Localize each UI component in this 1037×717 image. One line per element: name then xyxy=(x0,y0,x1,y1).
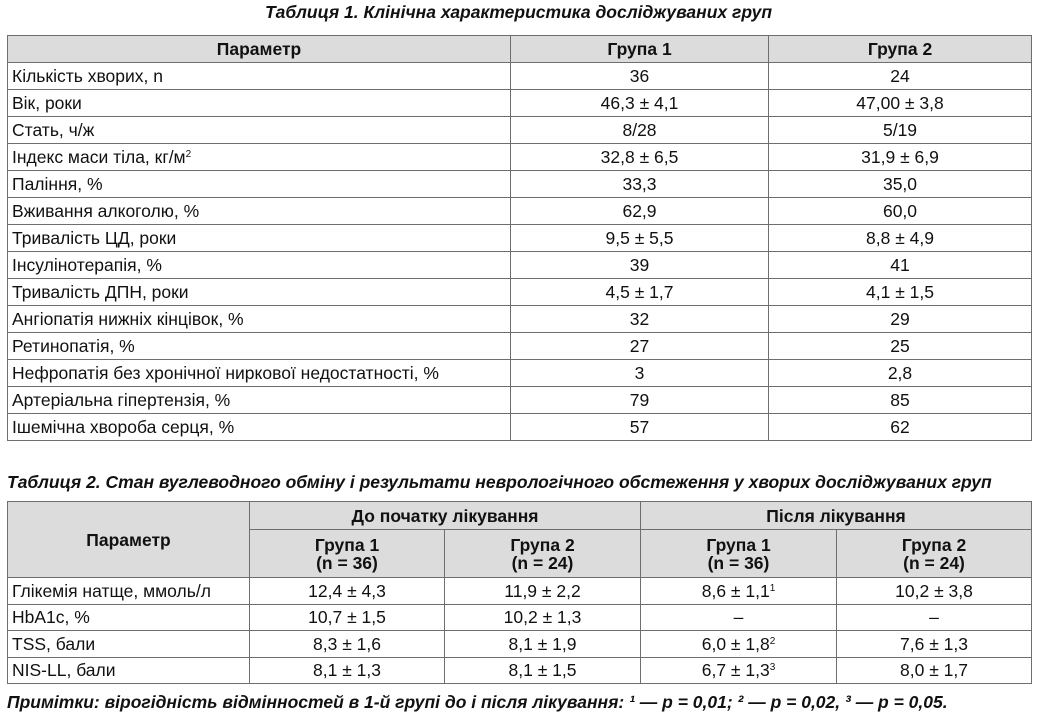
group2-value-cell-text: 62 xyxy=(890,417,910,437)
after-group2-cell xyxy=(837,631,1032,658)
group2-value-cell-text: 24 xyxy=(890,66,910,86)
before-group1-cell-text: 12,4 ± 4,3 xyxy=(308,580,386,601)
group2-value-cell-text: 5/19 xyxy=(882,120,918,140)
table1-header-group1: Група 1 xyxy=(511,36,769,63)
parameter-cell-text: Кількість хворих, n xyxy=(12,66,163,86)
group2-value-cell-text: 31,9 ± 6,9 xyxy=(861,147,939,167)
parameter-cell-text: Паління, % xyxy=(12,174,103,194)
group-label: Група 2 xyxy=(510,534,575,555)
parameter-cell-text: NIS-LL, бали xyxy=(12,660,116,681)
group2-value-cell xyxy=(769,90,1032,117)
parameter-cell-text: Індекс маси тіла, кг/м xyxy=(12,147,186,167)
parameter-cell xyxy=(8,117,511,144)
group2-value-cell xyxy=(769,279,1032,306)
group-label: Група 1 xyxy=(706,534,771,555)
group1-value-cell-text: 39 xyxy=(629,255,650,275)
group2-value-cell-text: 47,00 ± 3,8 xyxy=(856,93,944,113)
group2-value-cell xyxy=(769,360,1032,387)
before-group2-cell xyxy=(445,578,641,605)
after-group1-cell-text: 8,6 ± 1,1 xyxy=(701,580,770,601)
table2-header-parameter: Параметр xyxy=(8,502,250,578)
parameter-cell-text: Ретинопатія, % xyxy=(12,336,135,356)
group2-value-cell xyxy=(769,144,1032,171)
parameter-cell-text: Артеріальна гіпертензія, % xyxy=(12,390,231,410)
after-group2-cell-text: 7,6 ± 1,3 xyxy=(900,633,968,654)
table2-header-before: До початку лікування xyxy=(250,502,641,530)
after-group1-cell xyxy=(641,631,837,658)
table1-header-row xyxy=(8,36,1032,63)
group1-value-cell-text: 33,3 xyxy=(622,174,657,194)
group2-value-cell xyxy=(769,198,1032,225)
group1-value-cell-text: 57 xyxy=(629,417,650,437)
after-group1-cell-text: – xyxy=(733,607,744,628)
table-notes: Примітки: вірогідність відмінностей в 1-й групі до і після лікування: ¹ — p = 0,01; ² — p = 0,02, ³ — p = 0,05. xyxy=(7,692,948,712)
group2-value-cell-text: 4,1 ± 1,5 xyxy=(866,282,934,302)
after-group1-cell xyxy=(641,578,837,605)
parameter-cell-text: Інсулінотерапія, % xyxy=(12,255,162,275)
before-group2-cell-text: 11,9 ± 2,2 xyxy=(504,580,581,601)
table-row xyxy=(8,171,1032,198)
after-group1-cell xyxy=(641,657,837,684)
group1-value-cell-text: 27 xyxy=(629,336,650,356)
parameter-cell-text: Нефропатія без хронічної ниркової недостатності, % xyxy=(12,363,439,383)
group1-value-cell-text: 62,9 xyxy=(622,201,657,221)
group2-value-cell-text: 41 xyxy=(890,255,910,275)
table-row xyxy=(8,279,1032,306)
group-n: (n = 36) xyxy=(316,552,378,573)
before-group2-cell-text: 8,1 ± 1,5 xyxy=(508,660,577,681)
group-n: (n = 36) xyxy=(707,552,770,573)
group2-value-cell-text: 35,0 xyxy=(882,174,918,194)
group1-value-cell-text: 79 xyxy=(629,390,650,410)
parameter-cell-text: Вживання алкоголю, % xyxy=(12,201,200,221)
group2-value-cell xyxy=(769,414,1032,441)
before-group2-cell xyxy=(445,631,641,658)
footnote-marker: 1 xyxy=(769,582,776,594)
parameter-cell xyxy=(8,306,511,333)
group-n: (n = 24) xyxy=(903,552,965,573)
group1-value-cell xyxy=(511,90,769,117)
before-group1-cell xyxy=(250,657,445,684)
table-row xyxy=(8,333,1032,360)
table2-header-after-group2 xyxy=(837,530,1032,578)
before-group1-cell-text: 8,1 ± 1,3 xyxy=(313,660,381,681)
group1-value-cell-text: 32,8 ± 6,5 xyxy=(600,147,679,167)
parameter-cell-text: Ангіопатія нижніх кінцівок, % xyxy=(12,309,244,329)
parameter-cell-text: Тривалість ЦД, роки xyxy=(12,228,177,248)
table-row xyxy=(8,306,1032,333)
group1-value-cell xyxy=(511,279,769,306)
parameter-cell xyxy=(8,279,511,306)
parameter-cell-text: Тривалість ДПН, роки xyxy=(12,282,189,302)
table1-header-group2: Група 2 xyxy=(769,36,1032,63)
parameter-cell xyxy=(8,631,250,658)
group2-value-cell xyxy=(769,333,1032,360)
parameter-cell xyxy=(8,252,511,279)
table-row xyxy=(8,198,1032,225)
parameter-cell xyxy=(8,578,250,605)
parameter-cell xyxy=(8,90,511,117)
parameter-cell-text: Стать, ч/ж xyxy=(12,120,95,140)
table-row xyxy=(8,657,1032,684)
parameter-cell xyxy=(8,144,511,171)
before-group2-cell xyxy=(445,657,641,684)
table-row xyxy=(8,631,1032,658)
after-group1-cell-text: 6,7 ± 1,3 xyxy=(701,660,770,681)
group1-value-cell xyxy=(511,333,769,360)
footnote-marker: 2 xyxy=(769,635,776,647)
parameter-cell-text: Ішемічна хвороба серця, % xyxy=(12,417,235,437)
group1-value-cell xyxy=(511,198,769,225)
before-group1-cell xyxy=(250,578,445,605)
group2-value-cell-text: 25 xyxy=(890,336,910,356)
before-group1-cell-text: 8,3 ± 1,6 xyxy=(313,633,381,654)
group1-value-cell xyxy=(511,171,769,198)
parameter-cell-text: Вік, роки xyxy=(12,93,82,113)
after-group2-cell xyxy=(837,578,1032,605)
after-group1-cell-text: 6,0 ± 1,8 xyxy=(701,633,770,654)
parameter-cell xyxy=(8,360,511,387)
after-group2-cell-text: 10,2 ± 3,8 xyxy=(895,580,973,601)
parameter-cell xyxy=(8,604,250,631)
table-row xyxy=(8,578,1032,605)
group2-value-cell xyxy=(769,117,1032,144)
parameter-cell-text: HbA1c, % xyxy=(12,607,90,628)
group1-value-cell xyxy=(511,117,769,144)
parameter-cell-text: TSS, бали xyxy=(12,633,96,654)
table-row xyxy=(8,90,1032,117)
group1-value-cell xyxy=(511,306,769,333)
footnote-marker: 2 xyxy=(185,149,192,160)
parameter-cell xyxy=(8,333,511,360)
carbohydrate-neurology-table xyxy=(7,501,1032,684)
parameter-cell xyxy=(8,414,511,441)
footnote-marker: 3 xyxy=(769,662,776,674)
group1-value-cell xyxy=(511,225,769,252)
group2-value-cell xyxy=(769,171,1032,198)
table-row xyxy=(8,414,1032,441)
group2-value-cell xyxy=(769,63,1032,90)
table-row xyxy=(8,144,1032,171)
table2-header-after-group1 xyxy=(641,530,837,578)
group-n: (n = 24) xyxy=(511,552,574,573)
table-row xyxy=(8,225,1032,252)
parameter-cell xyxy=(8,387,511,414)
parameter-cell-text: Глікемія натще, ммоль/л xyxy=(12,580,211,601)
group2-value-cell-text: 85 xyxy=(890,390,910,410)
table2-header-after: Після лікування xyxy=(641,502,1032,530)
before-group2-cell-text: 8,1 ± 1,9 xyxy=(508,633,577,654)
parameter-cell xyxy=(8,63,511,90)
parameter-cell xyxy=(8,657,250,684)
before-group1-cell-text: 10,7 ± 1,5 xyxy=(308,607,386,628)
table-row xyxy=(8,63,1032,90)
table1-caption: Таблиця 1. Клінічна характеристика досліджуваних груп xyxy=(264,2,773,22)
group1-value-cell-text: 32 xyxy=(629,309,650,329)
table2-header-before-group2 xyxy=(445,530,641,578)
table2-header-before-group1 xyxy=(250,530,445,578)
before-group2-cell xyxy=(445,604,641,631)
group1-value-cell xyxy=(511,414,769,441)
parameter-cell xyxy=(8,198,511,225)
group1-value-cell xyxy=(511,360,769,387)
group1-value-cell xyxy=(511,387,769,414)
after-group2-cell xyxy=(837,604,1032,631)
after-group2-cell-text: 8,0 ± 1,7 xyxy=(900,660,968,681)
after-group2-cell xyxy=(837,657,1032,684)
group1-value-cell-text: 3 xyxy=(634,363,645,383)
table1-header-parameter: Параметр xyxy=(8,36,511,63)
table-row xyxy=(8,117,1032,144)
group2-value-cell xyxy=(769,225,1032,252)
group1-value-cell xyxy=(511,252,769,279)
table-row xyxy=(8,252,1032,279)
group1-value-cell-text: 36 xyxy=(629,66,650,86)
group-label: Група 2 xyxy=(901,534,967,555)
table-row xyxy=(8,360,1032,387)
table2-caption: Таблиця 2. Стан вуглеводного обміну і результати неврологічного обстеження у хворих досліджуваних груп xyxy=(7,472,992,492)
group2-value-cell-text: 29 xyxy=(890,309,910,329)
before-group1-cell xyxy=(250,631,445,658)
after-group2-cell-text: – xyxy=(929,607,939,628)
table2-header-row-top xyxy=(8,502,1032,530)
before-group1-cell xyxy=(250,604,445,631)
table2-body xyxy=(8,578,1032,684)
group-label: Група 1 xyxy=(314,534,380,555)
group2-value-cell-text: 8,8 ± 4,9 xyxy=(866,228,934,248)
group2-value-cell xyxy=(769,252,1032,279)
group1-value-cell-text: 4,5 ± 1,7 xyxy=(605,282,674,302)
group2-value-cell-text: 60,0 xyxy=(882,201,918,221)
group1-value-cell-text: 46,3 ± 4,1 xyxy=(600,93,679,113)
group1-value-cell-text: 8/28 xyxy=(622,120,657,140)
group2-value-cell-text: 2,8 xyxy=(887,363,913,383)
table-row xyxy=(8,604,1032,631)
group1-value-cell xyxy=(511,144,769,171)
group1-value-cell-text: 9,5 ± 5,5 xyxy=(605,228,674,248)
clinical-characteristics-table xyxy=(7,35,1032,441)
group2-value-cell xyxy=(769,387,1032,414)
after-group1-cell xyxy=(641,604,837,631)
before-group2-cell-text: 10,2 ± 1,3 xyxy=(503,607,582,628)
parameter-cell xyxy=(8,171,511,198)
table-row xyxy=(8,387,1032,414)
group2-value-cell xyxy=(769,306,1032,333)
parameter-cell xyxy=(8,225,511,252)
group1-value-cell xyxy=(511,63,769,90)
table1-body xyxy=(8,63,1032,441)
